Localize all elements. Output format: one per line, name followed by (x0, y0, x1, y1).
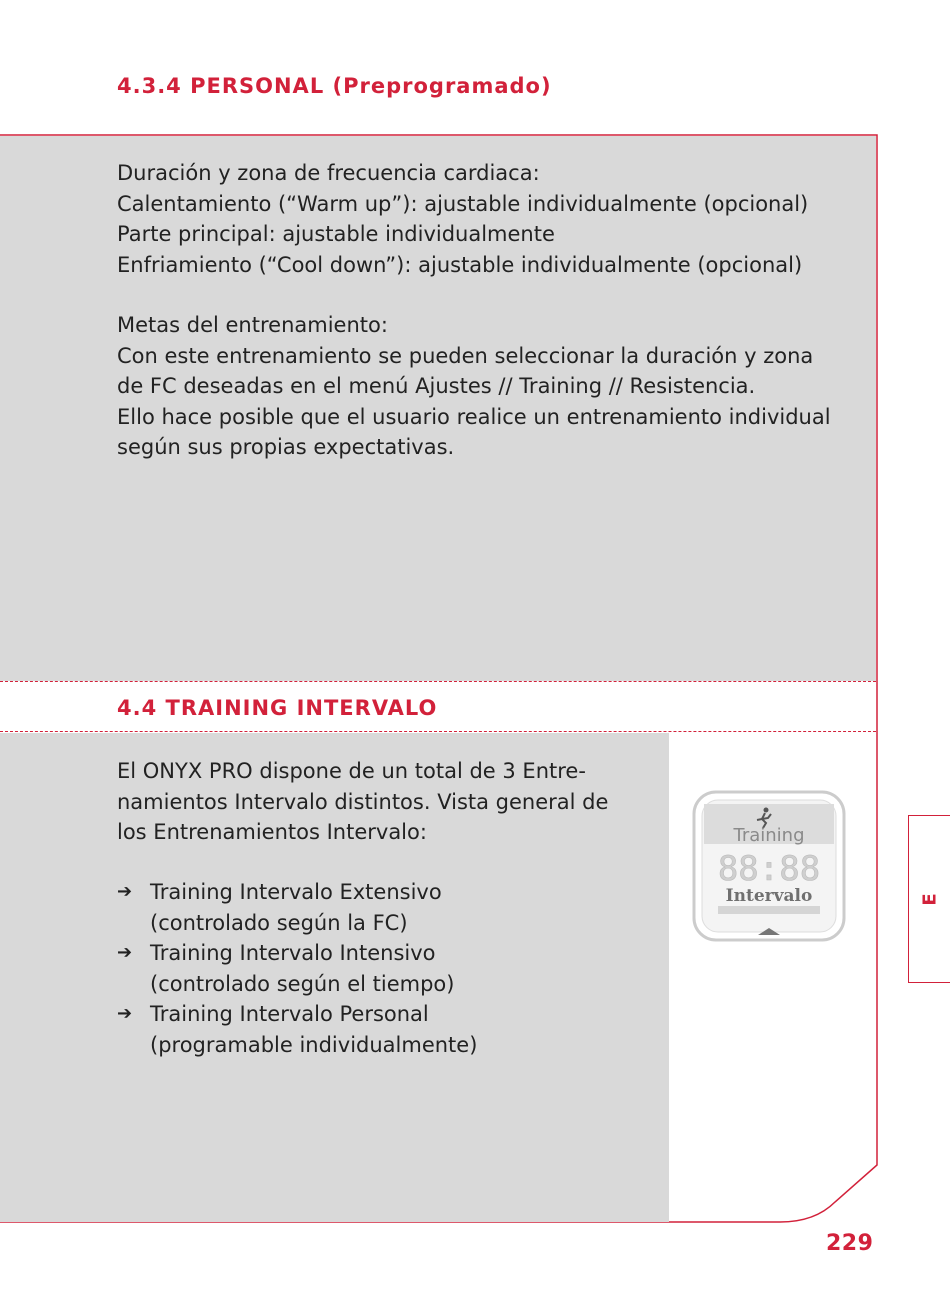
section-434-paragraph-2 (117, 310, 831, 463)
text-line: Ello hace posible que el usuario realice un entrenamiento individual (117, 404, 831, 429)
section-434-paragraph-1 (117, 158, 808, 280)
display-digits: 88:88 (717, 849, 821, 889)
bullet-line: Training Intervalo Personal (150, 1002, 429, 1026)
display-bottom-label: Intervalo (725, 886, 813, 906)
bullet-line: (programable individualmente) (150, 1032, 478, 1057)
section-44-intro (117, 756, 608, 848)
arrow-right-icon: ➔ (117, 1003, 133, 1024)
text-line: El ONYX PRO dispone de un total de 3 Entre- (117, 759, 586, 783)
text-line: Calentamiento (“Warm up”): ajustable individualmente (opcional) (117, 191, 809, 216)
watch-display-image (684, 788, 854, 948)
bullet-line: (controlado según la FC) (150, 910, 408, 935)
side-tab (908, 815, 950, 983)
side-tab-label: E (919, 892, 941, 906)
section-434-title: 4.3.4 PERSONAL (Preprogramado) (117, 74, 552, 98)
text-line: Metas del entrenamiento: (117, 313, 388, 337)
arrow-right-icon: ➔ (117, 942, 133, 963)
divider-top (0, 681, 876, 682)
text-line: según sus propias expectativas. (117, 435, 455, 459)
text-line: Enfriamiento (“Cool down”): ajustable individualmente (opcional) (117, 252, 803, 277)
section-44-title: 4.4 TRAINING INTERVALO (117, 696, 438, 720)
list-item (117, 938, 477, 999)
list-item (117, 999, 477, 1060)
bullet-line: Training Intervalo Intensivo (150, 941, 436, 965)
text-line: de FC deseadas en el menú Ajustes // Training // Resistencia. (117, 374, 756, 398)
arrow-right-icon: ➔ (117, 881, 133, 902)
text-line: Con este entrenamiento se pueden seleccionar la duración y zona (117, 343, 814, 368)
text-line: Parte principal: ajustable individualmente (117, 222, 555, 246)
bullet-list (117, 877, 477, 1060)
text-line: los Entrenamientos Intervalo: (117, 820, 427, 844)
text-line: namientos Intervalo distintos. Vista general de (117, 789, 609, 814)
divider-bottom (0, 731, 876, 732)
list-item (117, 877, 477, 938)
page-number: 229 (826, 1231, 874, 1256)
text-line: Duración y zona de frecuencia cardiaca: (117, 161, 540, 185)
display-top-label: Training (733, 825, 805, 846)
bullet-line: Training Intervalo Extensivo (150, 880, 442, 904)
bullet-line: (controlado según el tiempo) (150, 971, 455, 996)
